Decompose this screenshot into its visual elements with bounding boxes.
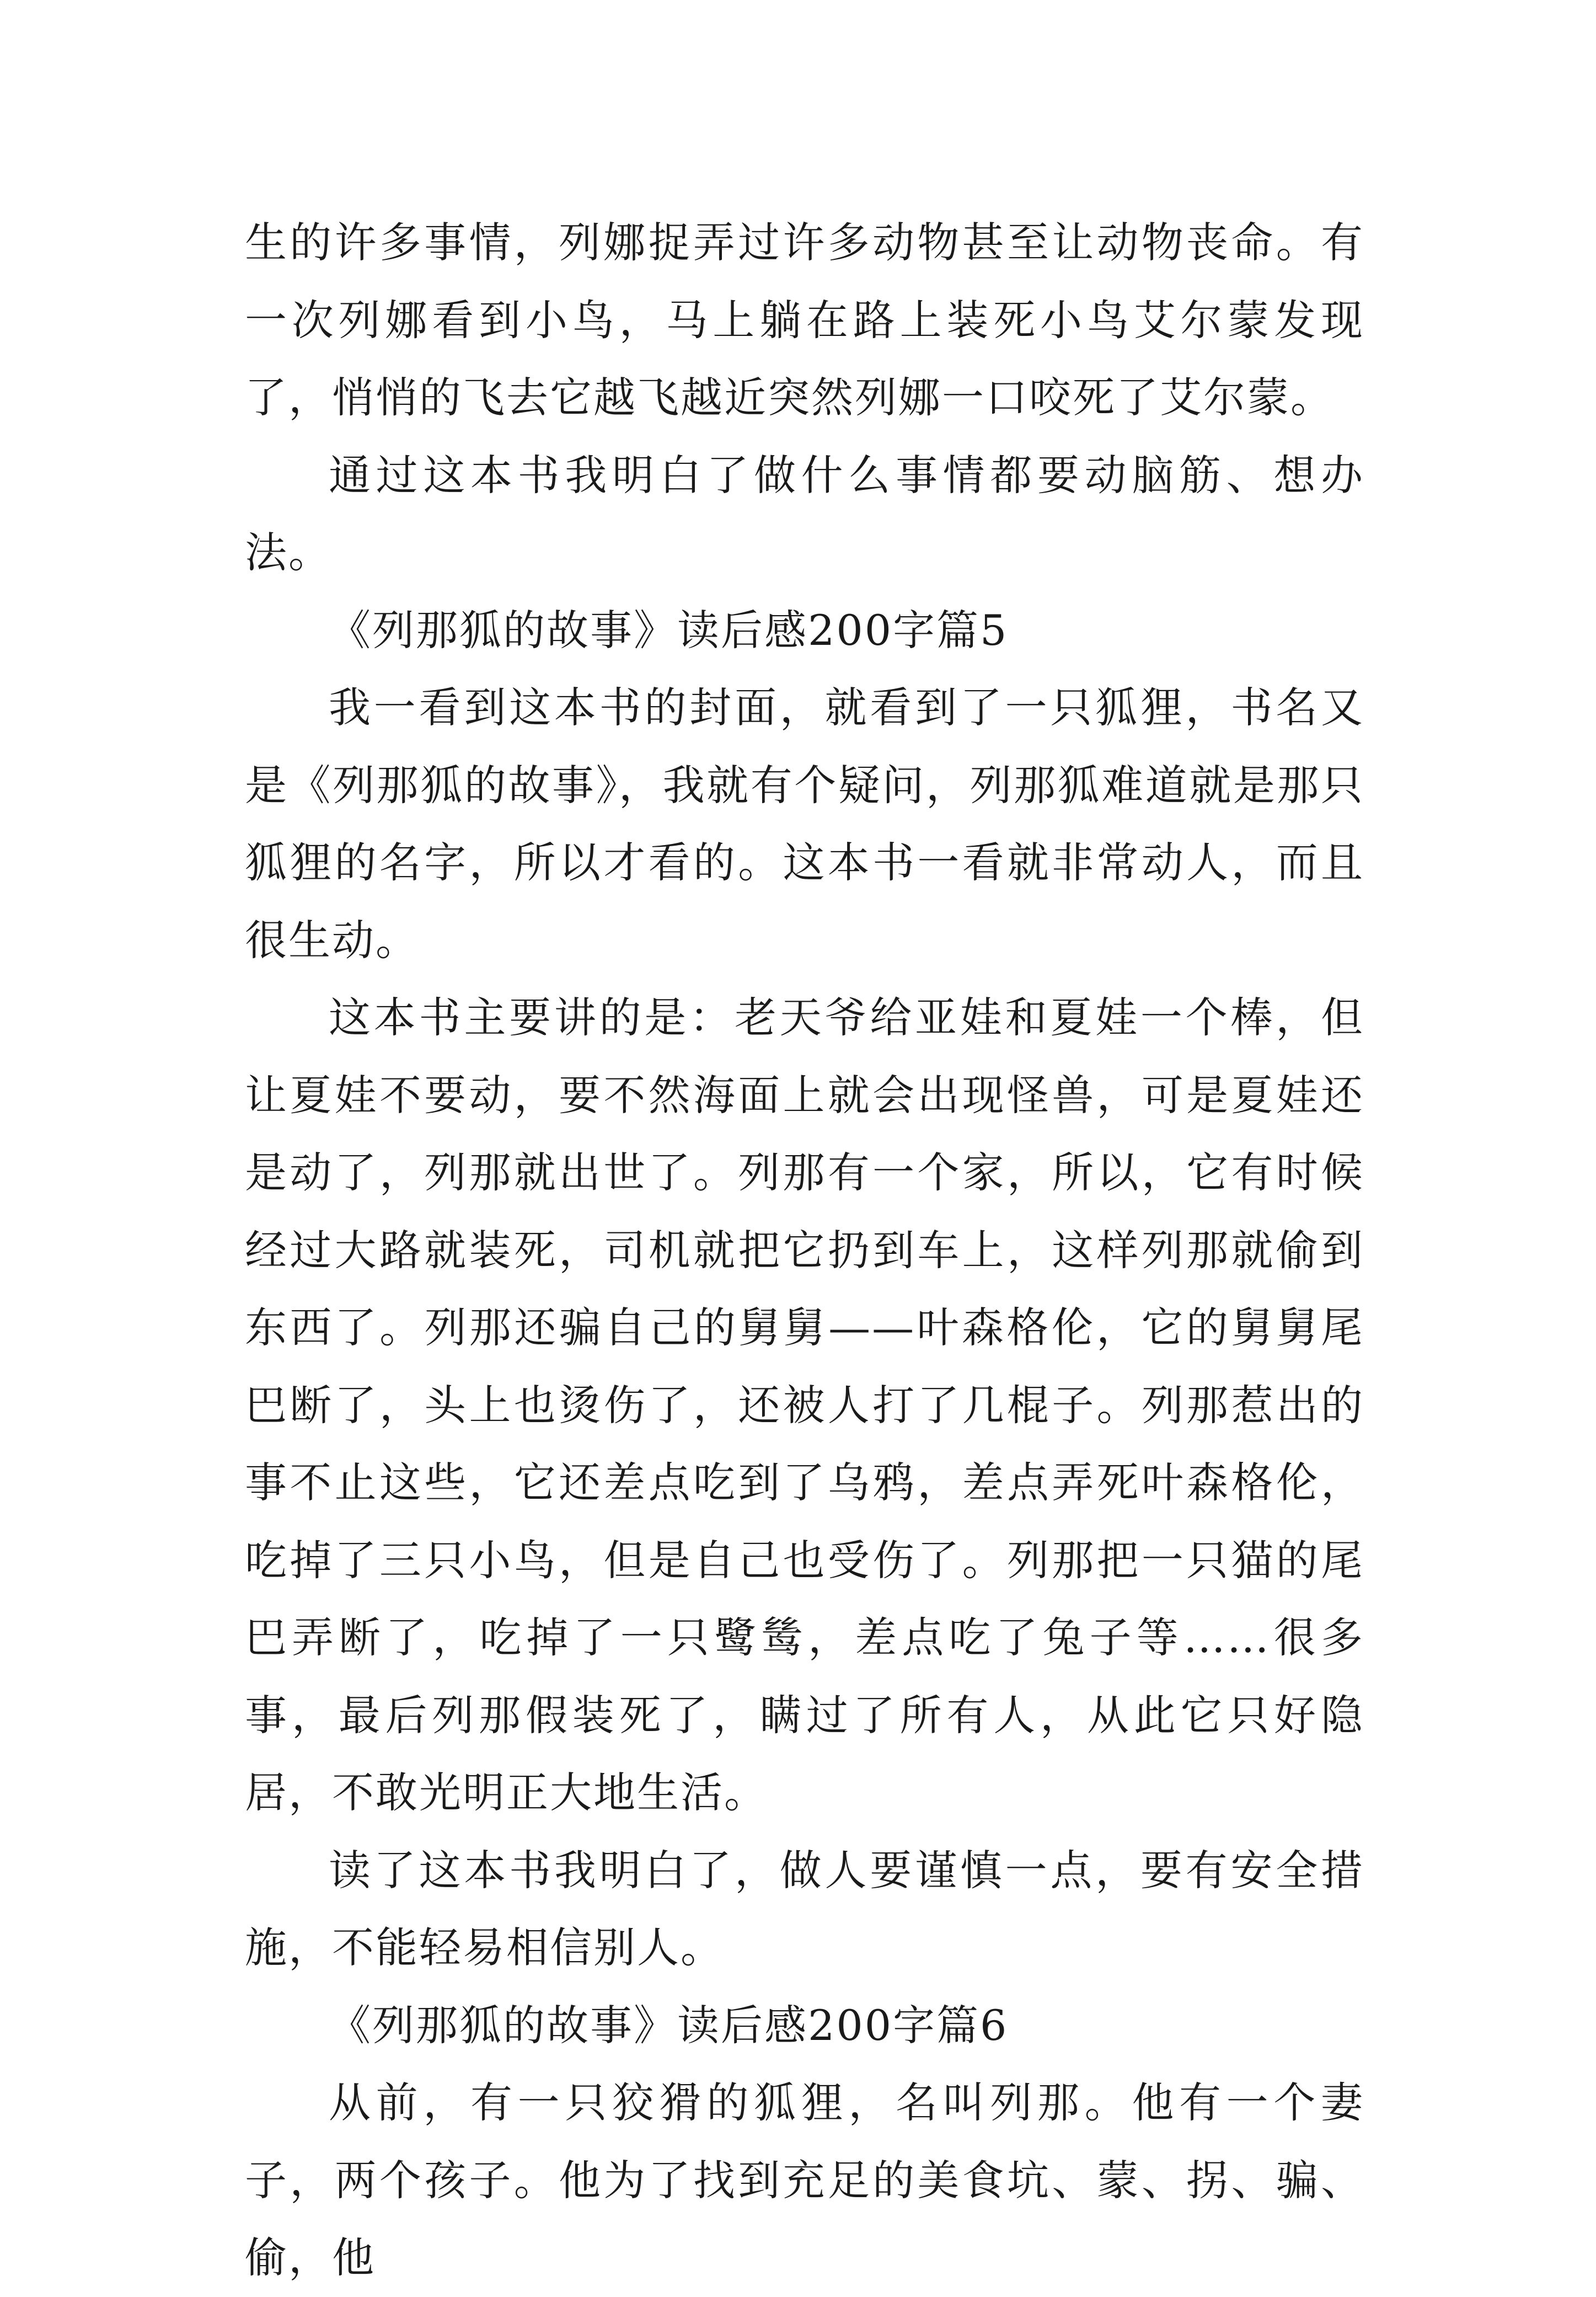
paragraph: 这本书主要讲的是：老天爷给亚娃和夏娃一个棒，但让夏娃不要动，要不然海面上就会出现怪兽，可是夏娃还是动了，列那就出世了。列那有一个家，所以，它有时候经过大路就装死，司机就把它扔到车上，这样列那就偷到东西了。列那还骗自己的舅舅——叶森格伦，它的舅舅尾巴断了，头上也烫伤了，还被人打了几棍子。列那惹出的事不止这些，它还差点吃到了乌鸦，差点弄死叶森格伦，吃掉了三只小鸟，但是自己也受伤了。列那把一只猫的尾巴弄断了，吃掉了一只鹭鸶，差点吃了兔子等……很多事，最后列那假装死了，瞒过了所有人，从此它只好隐居，不敢光明正大地生活。 <box>245 993 1364 1817</box>
paragraph: 我一看到这本书的封面，就看到了一只狐狸，书名又是《列那狐的故事》，我就有个疑问，列那狐难道就是那只狐狸的名字，所以才看的。这本书一看就非常动人，而且很生动。 <box>245 683 1364 965</box>
section-heading: 《列那狐的故事》读后感200字篇5 <box>329 605 1009 655</box>
section-heading: 《列那狐的故事》读后感200字篇6 <box>329 2000 1009 2050</box>
document-body <box>245 204 1364 2297</box>
paragraph: 从前，有一只狡猾的狐狸，名叫列那。他有一个妻子，两个孩子。他为了找到充足的美食坑、蒙、拐、骗、偷，他 <box>245 2078 1364 2282</box>
paragraph: 读了这本书我明白了，做人要谨慎一点，要有安全措施，不能轻易相信别人。 <box>245 1845 1364 1972</box>
paragraph: 通过这本书我明白了做什么事情都要动脑筋、想办法。 <box>245 450 1364 577</box>
paragraph-continuation: 生的许多事情，列娜捉弄过许多动物甚至让动物丧命。有一次列娜看到小鸟，马上躺在路上装死小鸟艾尔蒙发现了，悄悄的飞去它越飞越近突然列娜一口咬死了艾尔蒙。 <box>245 218 1364 422</box>
